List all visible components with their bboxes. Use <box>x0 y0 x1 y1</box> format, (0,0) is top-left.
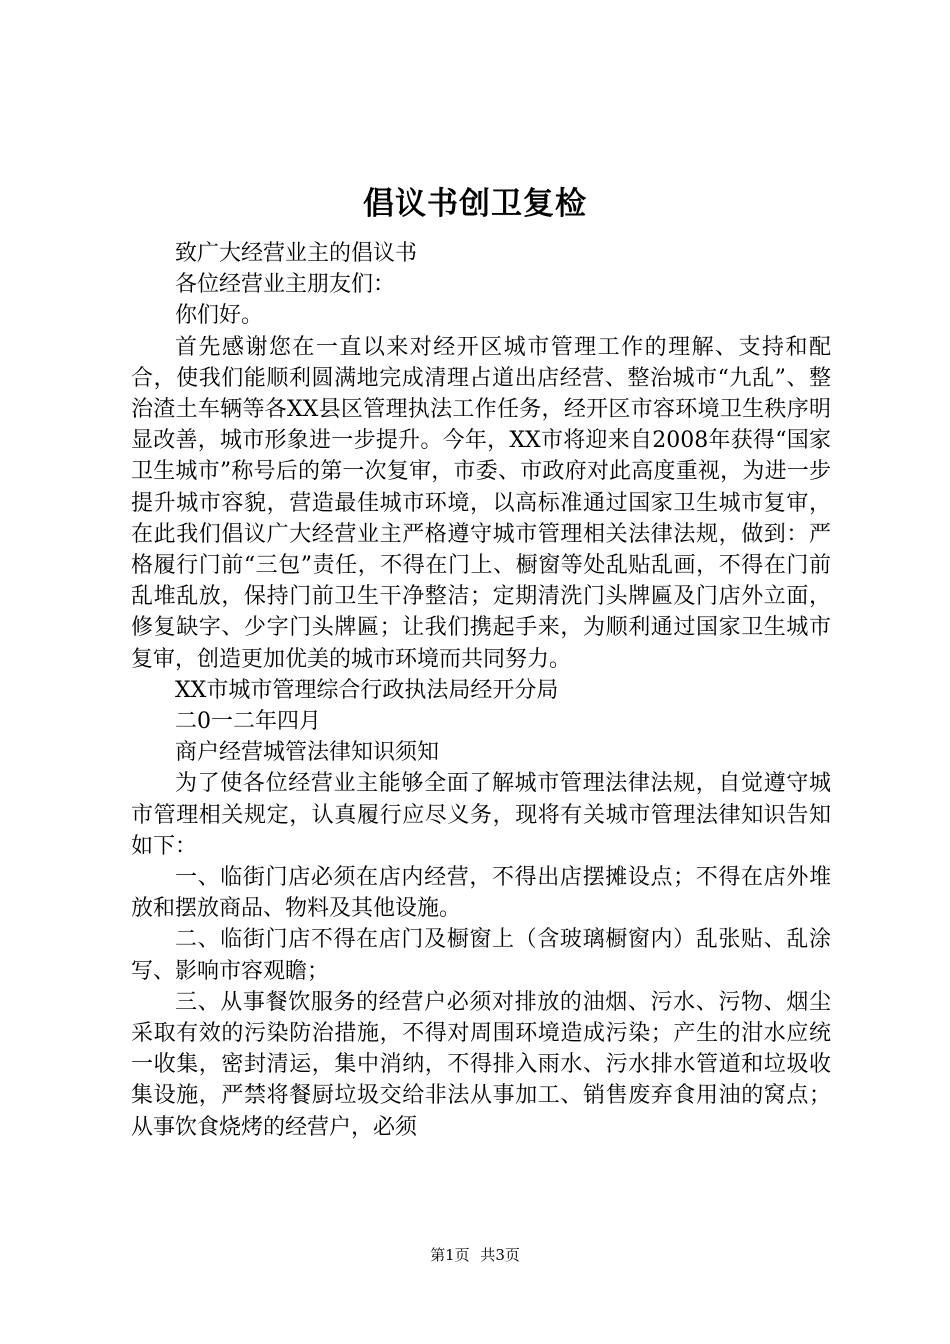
paragraph: 二、临街门店不得在店门及橱窗上（含玻璃橱窗内）乱张贴、乱涂写、影响市容观瞻； <box>131 927 831 984</box>
page-footer <box>0 1245 950 1265</box>
document-title: 倡议书创卫复检 <box>363 186 587 222</box>
paragraph: 首先感谢您在一直以来对经开区城市管理工作的理解、支持和配合，使我们能顺利圆满地完成清理占道出店经营、整治城市“九乱”、整治渣土车辆等各XX县区管理执法工作任务，经开区市容环境卫生秩序明显改善，城市形象进一步提升。今年，XX市将迎来自2008年获得“国家卫生城市”称号后的第一次复审，市委、市政府对此高度重视，为进一步提升城市容貌，营造最佳城市环境，以高标准通过国家卫生城市复审，在此我们倡议广大经营业主严格遵守城市管理相关法律法规，做到：严格履行门前“三包”责任，不得在门上、橱窗等处乱贴乱画，不得在门前乱堆乱放，保持门前卫生干净整洁；定期清洗门头牌匾及门店外立面，修复缺字、少字门头牌匾；让我们携起手来，为顺利通过国家卫生城市复审，创造更加优美的城市环境而共同努力。 <box>131 334 831 672</box>
paragraph: 商户经营城管法律知识须知 <box>175 740 440 766</box>
paragraph: 各位经营业主朋友们： <box>175 272 396 298</box>
page-number-total: 共3页 <box>480 1246 520 1264</box>
paragraph: 一、临街门店必须在店内经营，不得出店摆摊设点；不得在店外堆放和摆放商品、物料及其他设施。 <box>131 865 831 922</box>
paragraph: 三、从事餐饮服务的经营户必须对排放的油烟、污水、污物、烟尘采取有效的污染防治措施，不得对周围环境造成污染；产生的泔水应统一收集，密封清运，集中消纳，不得排入雨水、污水排水管道和垃圾收集设施，严禁将餐厨垃圾交给非法从事加工、销售废弃食用油的窝点；从事饮食烧烤的经营户，必须 <box>131 989 831 1140</box>
paragraph: 致广大经营业主的倡议书 <box>175 241 418 266</box>
document-body <box>131 238 831 1143</box>
page-number-current: 第1页 <box>430 1246 470 1264</box>
paragraph: XX市城市管理综合行政执法局经开分局 <box>175 677 559 703</box>
paragraph: 为了使各位经营业主能够全面了解城市管理法律法规，自觉遵守城市管理相关规定，认真履行应尽义务，现将有关城市管理法律知识告知如下： <box>131 771 831 859</box>
paragraph: 二0一二年四月 <box>175 709 321 735</box>
paragraph: 你们好。 <box>175 303 264 329</box>
